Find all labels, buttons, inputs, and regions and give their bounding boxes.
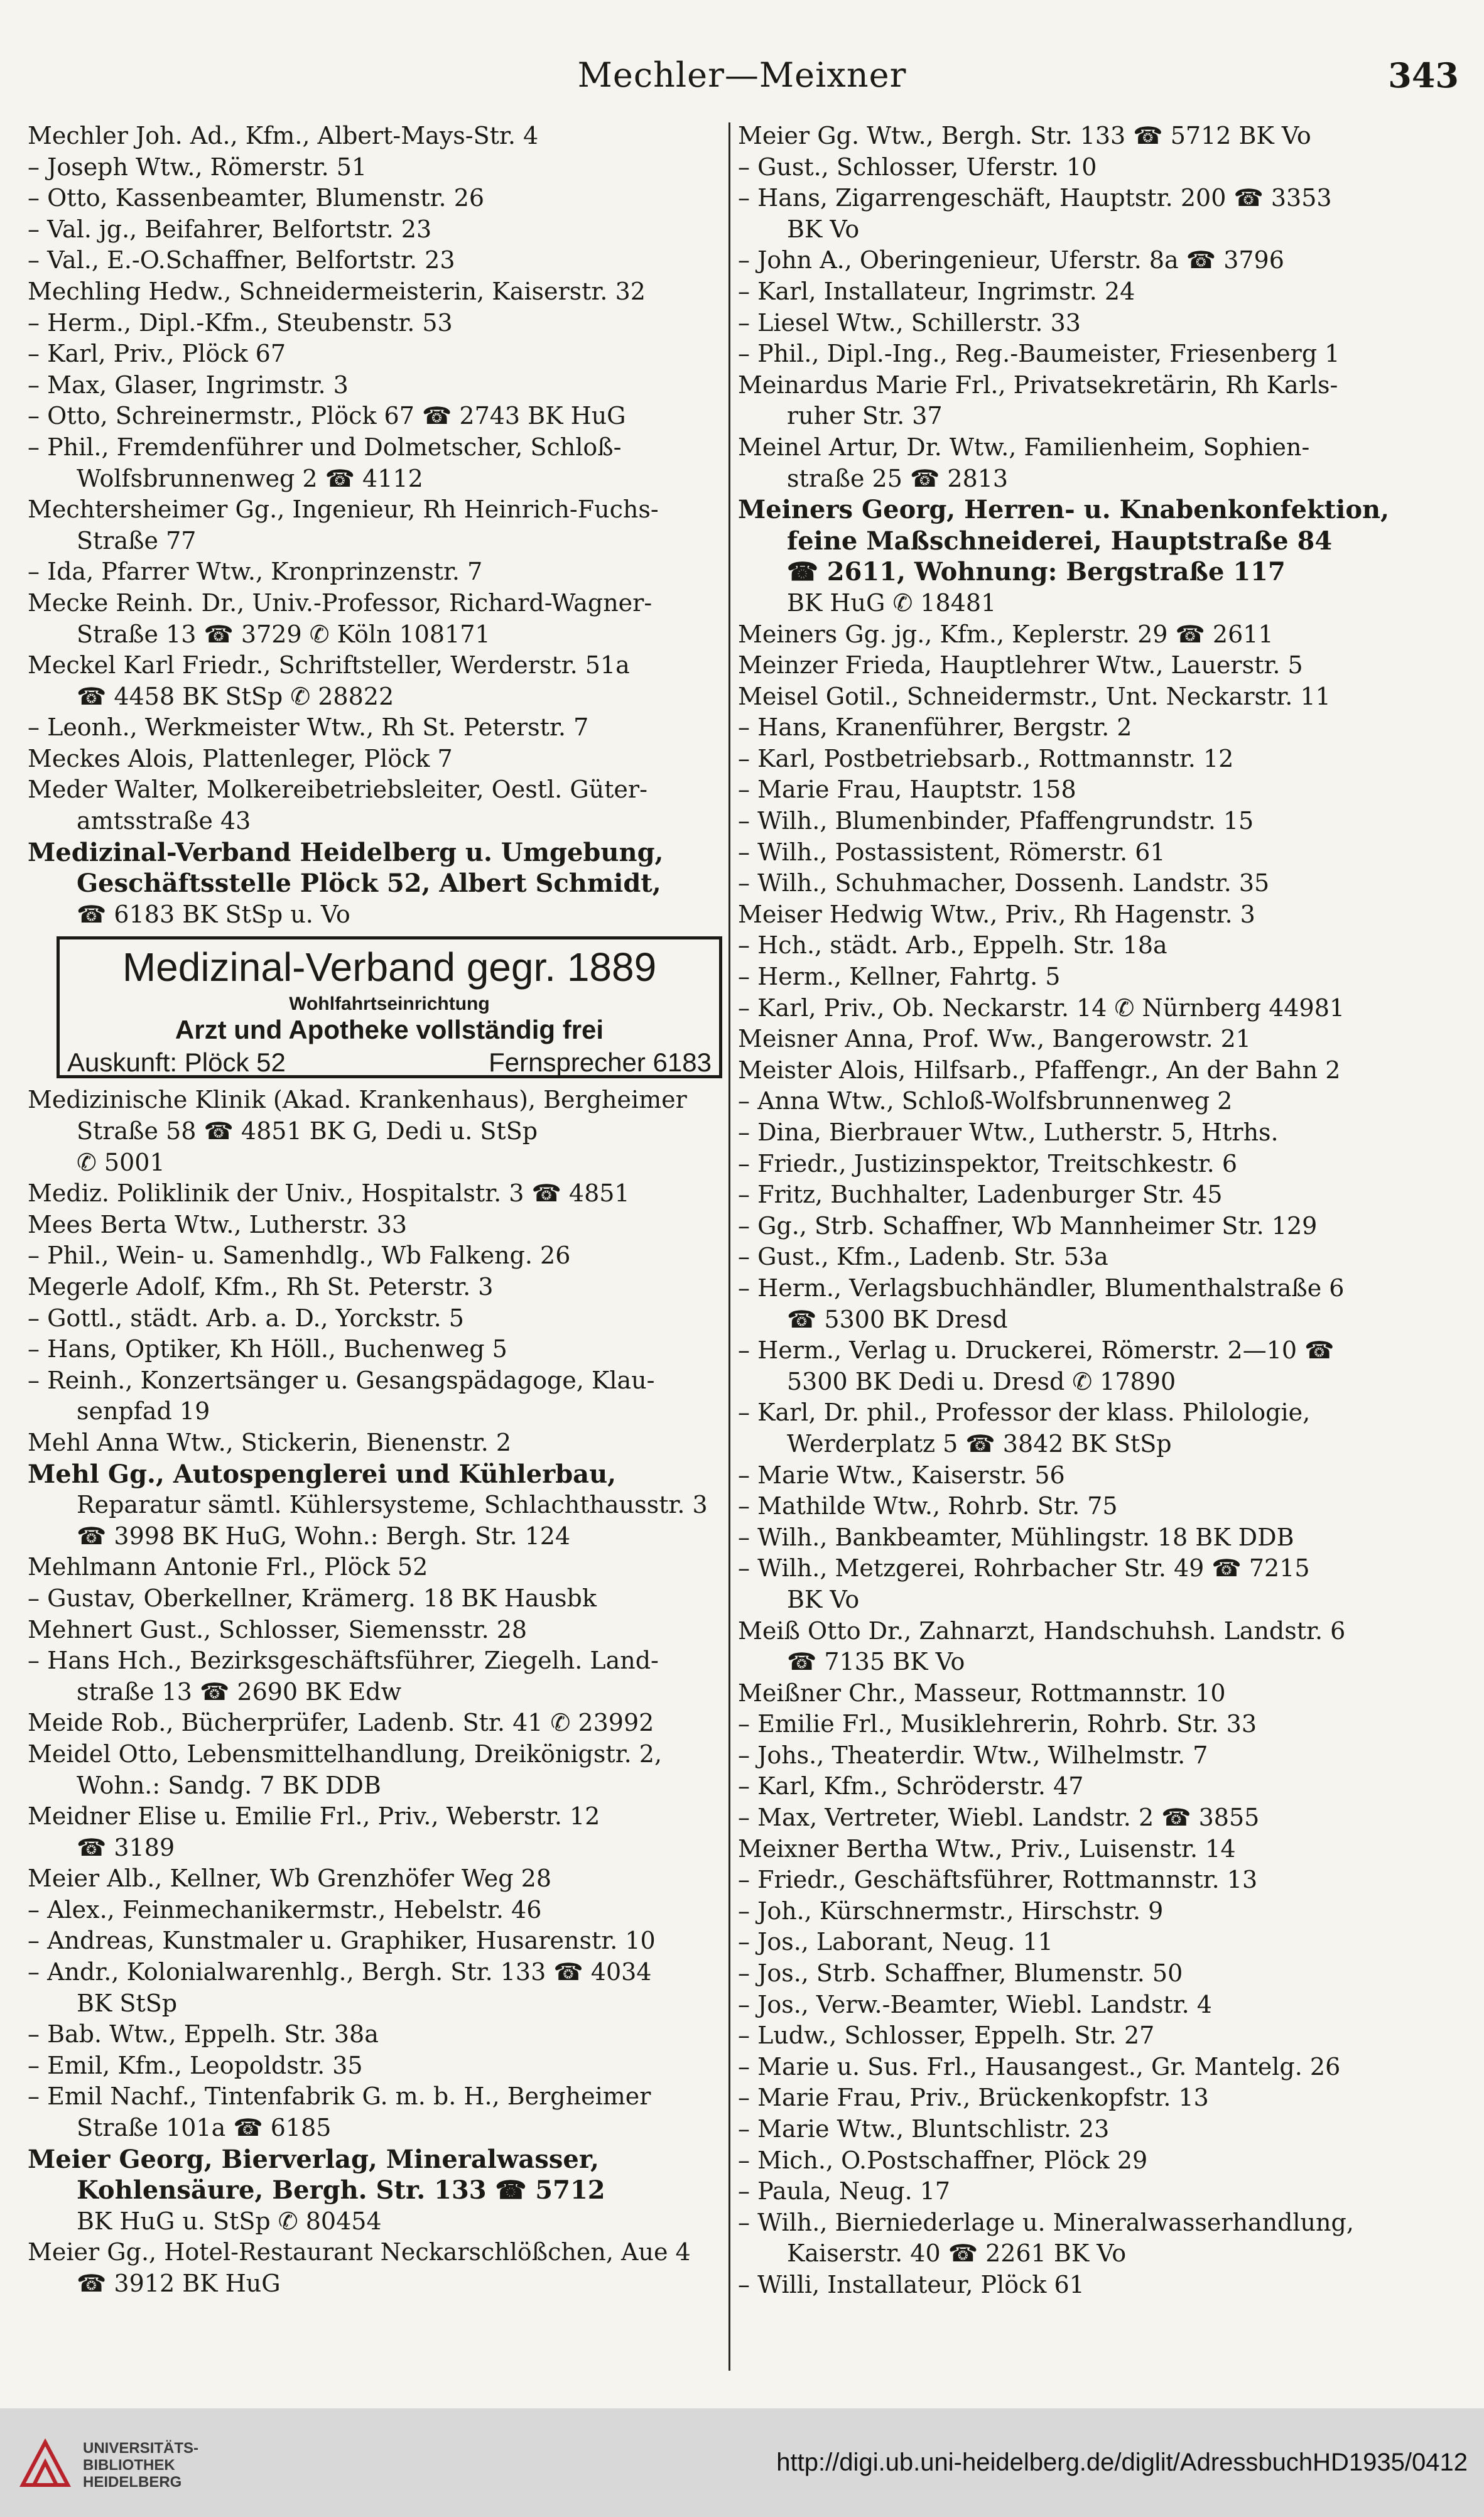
directory-entry-continuation: senpfad 19 bbox=[77, 1397, 210, 1426]
directory-entry: – Mich., O.Postschaffner, Plöck 29 bbox=[738, 2146, 1148, 2174]
directory-entry: Meißner Chr., Masseur, Rottmannstr. 10 bbox=[738, 1679, 1226, 1707]
directory-entry: Meiners Georg, Herren- u. Knabenkonfektion, bbox=[738, 495, 1390, 525]
page-number: 343 bbox=[1388, 55, 1459, 95]
directory-entry: – Phil., Fremdenführer und Dolmetscher, Schloß- bbox=[28, 433, 622, 461]
directory-entry-continuation: ☎ 4458 BK StSp ✆ 28822 bbox=[77, 682, 394, 710]
directory-entry: Medizinische Klinik (Akad. Krankenhaus), Bergheimer bbox=[28, 1086, 687, 1114]
directory-entry: – Herm., Dipl.-Kfm., Steubenstr. 53 bbox=[28, 308, 453, 337]
directory-entry: – Wilh., Metzgerei, Rohrbacher Str. 49 ☎ 7215 bbox=[738, 1554, 1310, 1583]
directory-entry: – Hans, Kranenführer, Bergstr. 2 bbox=[738, 713, 1132, 742]
directory-entry: Mecke Reinh. Dr., Univ.-Professor, Richard-Wagner- bbox=[28, 588, 653, 617]
directory-entry: Meisel Gotil., Schneidermstr., Unt. Neckarstr. 11 bbox=[738, 682, 1331, 710]
directory-entry: – Jos., Verw.-Beamter, Wiebl. Landstr. 4 bbox=[738, 1990, 1212, 2018]
directory-entry-continuation: Straße 77 bbox=[77, 526, 197, 555]
directory-entry: – Marie Wtw., Kaiserstr. 56 bbox=[738, 1461, 1065, 1489]
directory-entry: Mechling Hedw., Schneidermeisterin, Kaiserstr. 32 bbox=[28, 277, 646, 305]
viewer-footer bbox=[0, 2408, 1484, 2517]
directory-entry: – Andreas, Kunstmaler u. Graphiker, Husarenstr. 10 bbox=[28, 1927, 656, 1955]
directory-entry-continuation: Straße 101a ☎ 6185 bbox=[77, 2114, 332, 2142]
directory-entry-continuation: ☎ 3998 BK HuG, Wohn.: Bergh. Str. 124 bbox=[77, 1522, 571, 1550]
directory-entry: – Friedr., Geschäftsführer, Rottmannstr. 13 bbox=[738, 1866, 1258, 1894]
directory-entry-continuation: Wohn.: Sandg. 7 BK DDB bbox=[77, 1771, 381, 1799]
directory-entry: – Joh., Kürschnermstr., Hirschstr. 9 bbox=[738, 1897, 1164, 1925]
directory-entry: Meier Alb., Kellner, Wb Grenzhöfer Weg 28 bbox=[28, 1865, 552, 1893]
directory-entry: Meckel Karl Friedr., Schriftsteller, Werderstr. 51a bbox=[28, 651, 630, 679]
library-name-line: UNIVERSITÄTS- bbox=[83, 2440, 199, 2457]
directory-entry: – Willi, Installateur, Plöck 61 bbox=[738, 2270, 1085, 2298]
directory-entry: – Emil, Kfm., Leopoldstr. 35 bbox=[28, 2051, 363, 2079]
directory-entry: Meixner Bertha Wtw., Priv., Luisenstr. 14 bbox=[738, 1834, 1236, 1863]
directory-entry: Meide Rob., Bücherprüfer, Ladenb. Str. 41 ✆ 23992 bbox=[28, 1709, 654, 1737]
directory-entry-continuation: Straße 13 ☎ 3729 ✆ Köln 108171 bbox=[77, 620, 490, 648]
directory-entry: – Joseph Wtw., Römerstr. 51 bbox=[28, 153, 367, 181]
directory-entry: Meier Gg., Hotel-Restaurant Neckarschlößchen, Aue 4 bbox=[28, 2238, 691, 2266]
ad-headline: Medizinal-Verband gegr. 1889 bbox=[122, 945, 657, 990]
directory-entry: Mehl Anna Wtw., Stickerin, Bienenstr. 2 bbox=[28, 1428, 512, 1456]
directory-entry-continuation: Straße 58 ☎ 4851 BK G, Dedi u. StSp bbox=[77, 1117, 538, 1145]
directory-entry: Meidner Elise u. Emilie Frl., Priv., Weberstr. 12 bbox=[28, 1802, 600, 1831]
directory-entry: – Marie Wtw., Bluntschlistr. 23 bbox=[738, 2115, 1110, 2143]
directory-entry: – Karl, Priv., Ob. Neckarstr. 14 ✆ Nürnberg 44981 bbox=[738, 993, 1345, 1022]
directory-entry: – Karl, Dr. phil., Professor der klass. Philologie, bbox=[738, 1399, 1311, 1427]
advertisement-box bbox=[57, 936, 722, 1078]
directory-entry: – Otto, Schreinermstr., Plöck 67 ☎ 2743 BK HuG bbox=[28, 402, 626, 430]
directory-entry: – Val. jg., Beifahrer, Belfortstr. 23 bbox=[28, 215, 432, 243]
library-name-line: HEIDELBERG bbox=[83, 2474, 182, 2491]
directory-entry: – Hans Hch., Bezirksgeschäftsführer, Ziegelh. Land- bbox=[28, 1647, 659, 1675]
directory-entry: – Herm., Verlag u. Druckerei, Römerstr. 2—10 ☎ bbox=[738, 1336, 1335, 1365]
directory-entry: – Anna Wtw., Schloß-Wolfsbrunnenweg 2 bbox=[738, 1087, 1233, 1115]
directory-entry-continuation: ☎ 3912 BK HuG bbox=[77, 2270, 281, 2297]
directory-entry: – Alex., Feinmechanikermstr., Hebelstr. 46 bbox=[28, 1895, 542, 1924]
directory-entry: – Ludw., Schlosser, Eppelh. Str. 27 bbox=[738, 2022, 1155, 2050]
directory-entry-continuation: BK HuG u. StSp ✆ 80454 bbox=[77, 2207, 382, 2235]
directory-entry: – Gg., Strb. Schaffner, Wb Mannheimer Str. 129 bbox=[738, 1211, 1318, 1240]
ad-subline: Wohlfahrtseinrichtung bbox=[289, 993, 490, 1015]
directory-entry: – Max, Glaser, Ingrimstr. 3 bbox=[28, 371, 349, 399]
directory-entry: – Wilh., Postassistent, Römerstr. 61 bbox=[738, 838, 1166, 866]
directory-entry: – Phil., Dipl.-Ing., Reg.-Baumeister, Friesenberg 1 bbox=[738, 340, 1340, 368]
directory-entry: Medizinal-Verband Heidelberg u. Umgebung, bbox=[28, 837, 664, 867]
directory-entry-continuation: BK Vo bbox=[787, 1585, 860, 1613]
directory-entry: – Paula, Neug. 17 bbox=[738, 2177, 951, 2206]
directory-entry: Mechler Joh. Ad., Kfm., Albert-Mays-Str. 4 bbox=[28, 122, 539, 149]
directory-entry: – Mathilde Wtw., Rohrb. Str. 75 bbox=[738, 1492, 1118, 1520]
directory-entry-continuation: ✆ 5001 bbox=[77, 1148, 165, 1176]
directory-entry: – Val., E.-O.Schaffner, Belfortstr. 23 bbox=[28, 246, 455, 274]
directory-entry: Mehl Gg., Autospenglerei und Kühlerbau, bbox=[28, 1459, 617, 1489]
directory-entry-continuation: BK HuG ✆ 18481 bbox=[787, 588, 997, 617]
directory-entry: – Leonh., Werkmeister Wtw., Rh St. Peterstr. 7 bbox=[28, 713, 589, 742]
directory-entry: – Dina, Bierbrauer Wtw., Lutherstr. 5, Htrhs. bbox=[738, 1118, 1279, 1146]
directory-entry-continuation: Kaiserstr. 40 ☎ 2261 BK Vo bbox=[787, 2239, 1127, 2268]
directory-entry: Meier Georg, Bierverlag, Mineralwasser, bbox=[28, 2144, 599, 2174]
directory-entry: Meier Gg. Wtw., Bergh. Str. 133 ☎ 5712 BK Vo bbox=[738, 122, 1311, 149]
directory-entry: – Jos., Strb. Schaffner, Blumenstr. 50 bbox=[738, 1959, 1183, 1988]
directory-entry: Meiß Otto Dr., Zahnarzt, Handschuhsh. Landstr. 6 bbox=[738, 1616, 1346, 1645]
directory-entry: – Johs., Theaterdir. Wtw., Wilhelmstr. 7 bbox=[738, 1741, 1208, 1769]
source-url-link[interactable]: http://digi.ub.uni-heidelberg.de/diglit/AdressbuchHD1935/0412 bbox=[776, 2449, 1468, 2476]
directory-entry: – Friedr., Justizinspektor, Treitschkestr. 6 bbox=[738, 1149, 1238, 1177]
directory-entry: Meisner Anna, Prof. Ww., Bangerowstr. 21 bbox=[738, 1025, 1251, 1053]
directory-entry: – Wilh., Blumenbinder, Pfaffengrundstr. 15 bbox=[738, 807, 1254, 835]
directory-entry: Meister Alois, Hilfsarb., Pfaffengr., An der Bahn 2 bbox=[738, 1056, 1341, 1084]
directory-entry: – Emilie Frl., Musiklehrerin, Rohrb. Str. 33 bbox=[738, 1710, 1257, 1738]
directory-entry: – Karl, Installateur, Ingrimstr. 24 bbox=[738, 277, 1135, 305]
directory-entry: Mediz. Poliklinik der Univ., Hospitalstr. 3 ☎ 4851 bbox=[28, 1179, 630, 1208]
directory-entry: – Reinh., Konzertsänger u. Gesangspädagoge, Klau- bbox=[28, 1366, 655, 1394]
directory-entry: – Marie u. Sus. Frl., Hausangest., Gr. Mantelg. 26 bbox=[738, 2052, 1341, 2081]
directory-entry-continuation: 5300 BK Dedi u. Dresd ✆ 17890 bbox=[787, 1367, 1176, 1395]
directory-entry: Mehnert Gust., Schlosser, Siemensstr. 28 bbox=[28, 1615, 528, 1643]
directory-entry-continuation: ☎ 3189 bbox=[77, 1833, 175, 1861]
directory-entry: – Karl, Kfm., Schröderstr. 47 bbox=[738, 1772, 1084, 1800]
directory-entry: – Max, Vertreter, Wiebl. Landstr. 2 ☎ 3855 bbox=[738, 1804, 1260, 1832]
directory-entry-continuation: Kohlensäure, Bergh. Str. 133 ☎ 5712 bbox=[77, 2175, 605, 2206]
library-name-line: BIBLIOTHEK bbox=[83, 2457, 175, 2474]
directory-entry: – Karl, Priv., Plöck 67 bbox=[28, 340, 286, 368]
directory-entry: – Emil Nachf., Tintenfabrik G. m. b. H., Bergheimer bbox=[28, 2082, 651, 2111]
directory-entry: Meinzer Frieda, Hauptlehrer Wtw., Lauerstr. 5 bbox=[738, 651, 1303, 679]
directory-entry: – Marie Frau, Priv., Brückenkopfstr. 13 bbox=[738, 2084, 1209, 2112]
directory-entry: – Hch., städt. Arb., Eppelh. Str. 18a bbox=[738, 931, 1167, 960]
directory-entry: Meder Walter, Molkereibetriebsleiter, Oestl. Güter- bbox=[28, 776, 647, 804]
ad-tagline: Arzt und Apotheke vollständig frei bbox=[175, 1015, 604, 1045]
directory-entry: Mechtersheimer Gg., Ingenieur, Rh Heinrich-Fuchs- bbox=[28, 495, 659, 524]
directory-entry: – Andr., Kolonialwarenhlg., Bergh. Str. 133 ☎ 4034 bbox=[28, 1958, 652, 1986]
directory-entry: – Gustav, Oberkellner, Krämerg. 18 BK Hausbk bbox=[28, 1584, 597, 1612]
directory-entry: – Herm., Verlagsbuchhändler, Blumenthalstraße 6 bbox=[738, 1274, 1345, 1302]
directory-entry: – Ida, Pfarrer Wtw., Kronprinzenstr. 7 bbox=[28, 558, 483, 586]
library-name bbox=[83, 2440, 198, 2491]
directory-entry-continuation: BK StSp bbox=[77, 1989, 178, 2017]
directory-entry-continuation: Werderplatz 5 ☎ 3842 BK StSp bbox=[787, 1429, 1172, 1458]
directory-entry: – Liesel Wtw., Schillerstr. 33 bbox=[738, 308, 1081, 337]
directory-entry: Meiser Hedwig Wtw., Priv., Rh Hagenstr. 3 bbox=[738, 900, 1255, 928]
directory-entry-continuation: BK Vo bbox=[787, 215, 860, 243]
directory-entry-continuation: Geschäftsstelle Plöck 52, Albert Schmidt, bbox=[77, 869, 661, 899]
university-library-logo-icon bbox=[16, 2435, 74, 2493]
directory-entry: – Marie Frau, Hauptstr. 158 bbox=[738, 776, 1076, 804]
directory-entry: – Fritz, Buchhalter, Ladenburger Str. 45 bbox=[738, 1181, 1223, 1209]
directory-entry: Meinel Artur, Dr. Wtw., Familienheim, Sophien- bbox=[738, 433, 1310, 461]
ad-address: Auskunft: Plöck 52 bbox=[67, 1047, 286, 1078]
directory-entry: – Bab. Wtw., Eppelh. Str. 38a bbox=[28, 2020, 379, 2049]
directory-entry: – John A., Oberingenieur, Uferstr. 8a ☎ 3796 bbox=[738, 246, 1284, 274]
directory-entry: Megerle Adolf, Kfm., Rh St. Peterstr. 3 bbox=[28, 1273, 494, 1301]
left-column bbox=[28, 121, 718, 2300]
directory-entry: – Phil., Wein- u. Samenhdlg., Wb Falkeng. 26 bbox=[28, 1242, 571, 1270]
directory-entry-continuation: ☎ 5300 BK Dresd bbox=[787, 1305, 1008, 1333]
directory-entry: – Wilh., Schuhmacher, Dossenh. Landstr. 35 bbox=[738, 869, 1270, 897]
directory-entry: – Hans, Zigarrengeschäft, Hauptstr. 200 ☎ 3353 bbox=[738, 184, 1332, 212]
right-column bbox=[738, 121, 1448, 2301]
column-divider bbox=[728, 122, 730, 2371]
directory-entry: – Gust., Kfm., Ladenb. Str. 53a bbox=[738, 1243, 1108, 1271]
directory-entry: – Herm., Kellner, Fahrtg. 5 bbox=[738, 963, 1061, 991]
directory-entry: Meiners Gg. jg., Kfm., Keplerstr. 29 ☎ 2611 bbox=[738, 620, 1274, 648]
directory-entry: – Otto, Kassenbeamter, Blumenstr. 26 bbox=[28, 184, 485, 212]
directory-entry: – Gottl., städt. Arb. a. D., Yorckstr. 5 bbox=[28, 1304, 464, 1332]
directory-entry: Meinardus Marie Frl., Privatsekretärin, Rh Karls- bbox=[738, 371, 1338, 399]
directory-entry: – Hans, Optiker, Kh Höll., Buchenweg 5 bbox=[28, 1335, 507, 1363]
directory-entry-continuation: ☎ 6183 BK StSp u. Vo bbox=[77, 900, 350, 928]
directory-entry-continuation: ruher Str. 37 bbox=[787, 402, 943, 430]
page-header bbox=[25, 55, 1459, 106]
directory-entry: Meckes Alois, Plattenleger, Plöck 7 bbox=[28, 744, 453, 772]
running-head: Mechler—Meixner bbox=[577, 55, 907, 95]
directory-entry-continuation: ☎ 2611, Wohnung: Bergstraße 117 bbox=[787, 557, 1286, 587]
ad-phone: Fernsprecher 6183 bbox=[489, 1047, 712, 1078]
directory-entry-continuation: Reparatur sämtl. Kühlersysteme, Schlachthausstr. 3 bbox=[77, 1491, 708, 1519]
directory-entry-continuation: Wolfsbrunnenweg 2 ☎ 4112 bbox=[77, 464, 423, 492]
directory-entry: Meidel Otto, Lebensmittelhandlung, Dreikönigstr. 2, bbox=[28, 1740, 663, 1768]
directory-entry: – Wilh., Bierniederlage u. Mineralwasserhandlung, bbox=[738, 2208, 1354, 2236]
directory-entry: Mehlmann Antonie Frl., Plöck 52 bbox=[28, 1553, 428, 1581]
directory-entry: – Wilh., Bankbeamter, Mühlingstr. 18 BK DDB bbox=[738, 1523, 1294, 1551]
directory-entry-continuation: straße 13 ☎ 2690 BK Edw bbox=[77, 1677, 402, 1706]
directory-entry-continuation: feine Maßschneiderei, Hauptstraße 84 bbox=[787, 526, 1333, 556]
directory-entry: – Jos., Laborant, Neug. 11 bbox=[738, 1928, 1053, 1956]
directory-entry-continuation: amtsstraße 43 bbox=[77, 807, 251, 835]
directory-entry: – Karl, Postbetriebsarb., Rottmannstr. 12 bbox=[738, 744, 1234, 772]
directory-entry-continuation: straße 25 ☎ 2813 bbox=[787, 464, 1009, 492]
directory-entry-continuation: ☎ 7135 BK Vo bbox=[787, 1648, 965, 1676]
directory-entry: Mees Berta Wtw., Lutherstr. 33 bbox=[28, 1210, 408, 1238]
directory-entry: – Gust., Schlosser, Uferstr. 10 bbox=[738, 153, 1097, 181]
